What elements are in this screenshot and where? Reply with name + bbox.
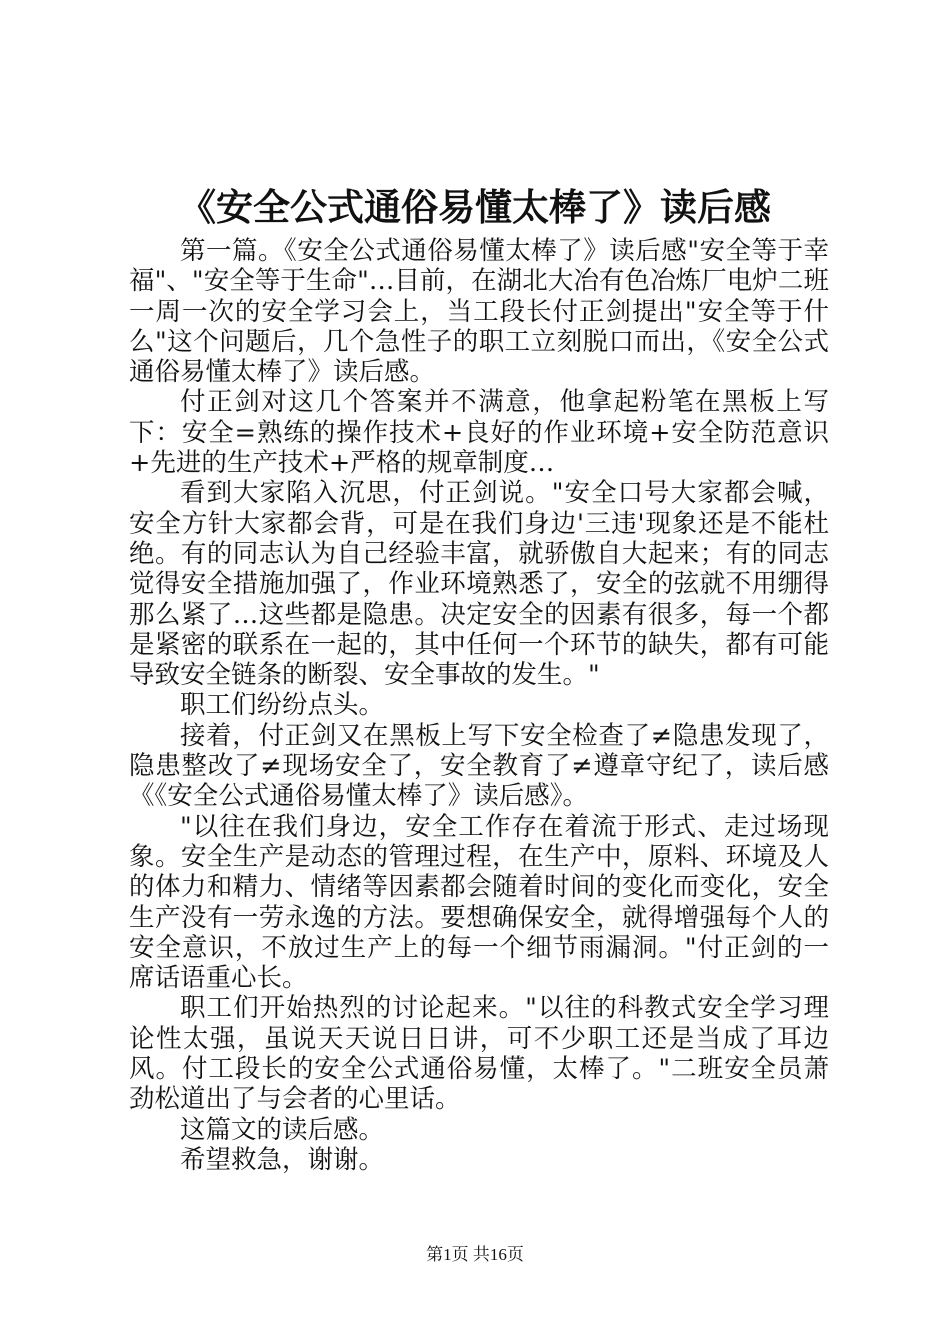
paragraph: 希望救急，谢谢。 xyxy=(180,1144,385,1175)
paragraph: 第一篇。《安全公式通俗易懂太棒了》读后感"安全等于幸福"、"安全等于生命"…目前，在湖北大冶有色冶炼厂电炉二班一周一次的安全学习会上，当工段长付正剑提出"安全等于什么"这个问题后，几个急性子的职工立刻脱口而出，《安全公式通俗易懂太棒了》读后感。 xyxy=(129,236,829,388)
paragraph: 职工们纷纷点头。 xyxy=(180,690,385,721)
document-title: 《安全公式通俗易懂太棒了》读后感 xyxy=(179,185,771,229)
paragraph: 看到大家陷入沉思，付正剑说。"安全口号大家都会喊，安全方针大家都会背，可是在我们身边'三违'现象还是不能杜绝。有的同志认为自己经验丰富，就骄傲自大起来；有的同志觉得安全措施加强了，作业环境熟悉了，安全的弦就不用绷得那么紧了…这些都是隐患。决定安全的因素有很多，每一个都是紧密的联系在一起的，其中任何一个环节的缺失，都有可能导致安全链条的断裂、安全事故的发生。" xyxy=(129,478,829,691)
paragraph: 接着，付正剑又在黑板上写下安全检查了≠隐患发现了，隐患整改了≠现场安全了，安全教育了≠遵章守纪了，读后感《《安全公式通俗易懂太棒了》读后感》。 xyxy=(129,720,829,812)
document-body xyxy=(129,236,829,1175)
page-number-footer: 第1页 共16页 xyxy=(426,1245,524,1264)
paragraph: "以往在我们身边，安全工作存在着流于形式、走过场现象。安全生产是动态的管理过程，在生产中，原料、环境及人的体力和精力、情绪等因素都会随着时间的变化而变化，安全生产没有一劳永逸的方法。要想确保安全，就得增强每个人的安全意识，不放过生产上的每一个细节雨漏洞。"付正剑的一席话语重心长。 xyxy=(129,811,829,994)
paragraph: 这篇文的读后感。 xyxy=(180,1114,385,1145)
paragraph: 职工们开始热烈的讨论起来。"以往的科教式安全学习理论性太强，虽说天天说日日讲，可不少职工还是当成了耳边风。付工段长的安全公式通俗易懂，太棒了。"二班安全员萧劲松道出了与会者的心里话。 xyxy=(129,993,829,1115)
paragraph: 付正剑对这几个答案并不满意，他拿起粉笔在黑板上写下：安全=熟练的操作技术+良好的作业环境+安全防范意识+先进的生产技术+严格的规章制度… xyxy=(129,387,829,479)
